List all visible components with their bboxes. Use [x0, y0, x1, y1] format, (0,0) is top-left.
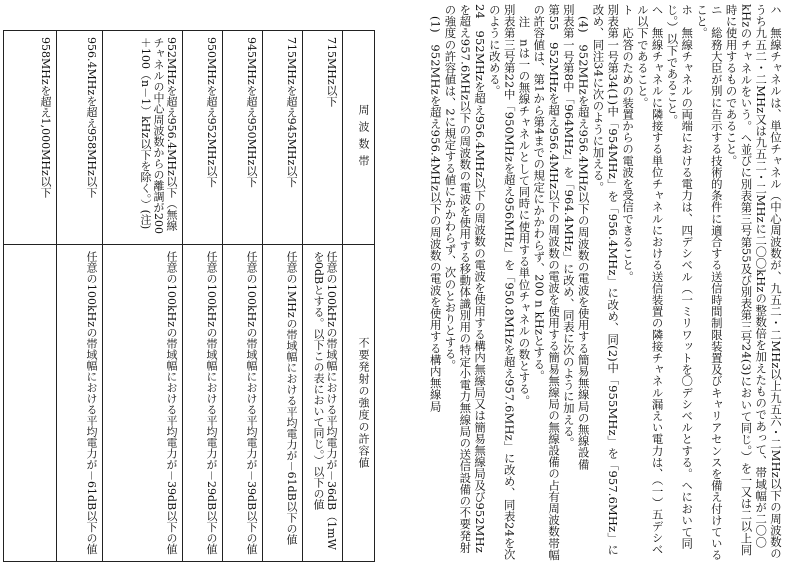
table-row: [302, 31, 342, 561]
spurious-emission-table: [3, 30, 375, 562]
item-ni: ニ 総務大臣が別に告示する技術的条件に適合する送信時間制限装置及びキャリアセンスを備え付けていること。: [695, 4, 724, 561]
item-ho: ホ 無線チャネルの両端における電力は、四デシベル（一ミリワットを〇デシベルとする。ヘにおいて同じ。）以下であること。: [665, 4, 695, 550]
amendment-table1-8: 別表第一号第8中「964MHz」を「964.4MHz」に改め、同表に次のように加える。: [561, 4, 576, 449]
header-frequency-band: 周波数帯: [343, 31, 374, 245]
row-limit: 任意の1MHzの帯域幅における平均電力が－61dB以下の値: [285, 251, 298, 545]
table-header-column: [342, 31, 374, 561]
row-limit: [4, 245, 56, 561]
row-band: 715MHzを超え945MHz以下: [263, 31, 302, 245]
row-limit: 任意の100kHzの帯域幅における平均電力が－39dB以下の値: [245, 251, 258, 555]
row-band: 945MHzを超え950MHz以下: [223, 31, 262, 245]
item-24: 24 952MHzを超え956.4MHz以下の周波数の電波を使用する構内無線局又は簡易無線局及び952MHzを超え957.6MHz以下の周波数の電波を使用する移動体識別用の特定小電力無線局の送信設備の不要発射の強度の許容値は、2に規定する値にかかわらず、次のとおりとする。: [443, 4, 488, 554]
item-55: 第55 952MHzを超え956.4MHz以下の周波数の電波を使用する簡易無線局の無線設備の占有周波数帯幅の許容値は、第1から第4までの規定にかかわらず、200 n kHzとする。: [532, 4, 562, 561]
row-limit: 任意の100kHzの帯域幅における平均電力が－36dB（1mWを0dBとする。以下この表において同じ。）以下の値: [312, 251, 338, 550]
amendment-table3-22: 別表第三号第22中「950MHzを超え956MHz」を「950.8MHzを超え957.6MHz」に改め、同表24を次のように改める。: [487, 4, 517, 561]
row-band: 958MHzを超え1,000MHz以下: [4, 31, 56, 245]
table-row: [4, 31, 56, 561]
row-band: 952MHzを超え956.4MHz以下（無線チャネルの中心周波数からの離調が200＋100（n－1）kHz以下を除く。）(注): [103, 31, 182, 245]
row-limit: 任意の100kHzの帯域幅における平均電力が－29dB以下の値: [205, 251, 218, 555]
table-row: [262, 31, 302, 561]
item-he: ヘ 無線チャネルに隣接する単位チャネルにおける送信装置の隣接チャネル漏えい電力は、（一）五デシベル以下であること。: [635, 4, 665, 556]
note-34-4: (4) 952MHzを超え956.4MHz以下の周波数の電波を使用する簡易無線局の無線設備: [576, 16, 591, 470]
table-row: [56, 31, 102, 561]
item-ha: ハ 無線チャネルは、単位チャネル（中心周波数が、九五二・二MHz以上九五六・二MHz以下の周波数のうち九五二・二MHz又は九五二・二MHzに二〇〇kHzの整数倍を加えたものであって、帯域幅が二〇〇kHzのチャネルをいう。ヘ並びに別表第三号第55及び別表第三号24(3)において同じ。）を一又は二以上同時に使用するものであること。: [724, 4, 783, 560]
header-emission-limit: 不要発射の強度の許容値: [357, 337, 370, 469]
table-row: [222, 31, 262, 561]
row-band: 956.4MHzを超え958MHz以下: [57, 31, 102, 245]
row-limit: 任意の100kHzの帯域幅における平均電力が－61dB以下の値: [85, 251, 98, 555]
body-text-block: [320, 4, 783, 562]
row-band: 715MHz以下: [303, 31, 342, 245]
table-row: [182, 31, 222, 561]
item-to: ト 応答のための装置からの電波を受信できること。: [621, 4, 636, 283]
row-band: 950MHzを超え952MHz以下: [183, 31, 222, 245]
amendment-table1-34: 別表第一号第34(1)中「954MHz」を「956.4MHz」に改め、同(2)中「955MHz」を「957.6MHz」に改め、同注34に次のように加える。: [591, 4, 621, 556]
row-limit: 任意の100kHzの帯域幅における平均電力が－39dB以下の値: [165, 251, 178, 555]
table-row: [102, 31, 182, 561]
item-24-1: (1) 952MHzを超え956.4MHz以下の周波数の電波を使用する構内無線局: [428, 16, 443, 412]
note-n: 注 nは一の無線チャネルとして同時に使用する単位チャネルの数とする。: [517, 16, 532, 407]
